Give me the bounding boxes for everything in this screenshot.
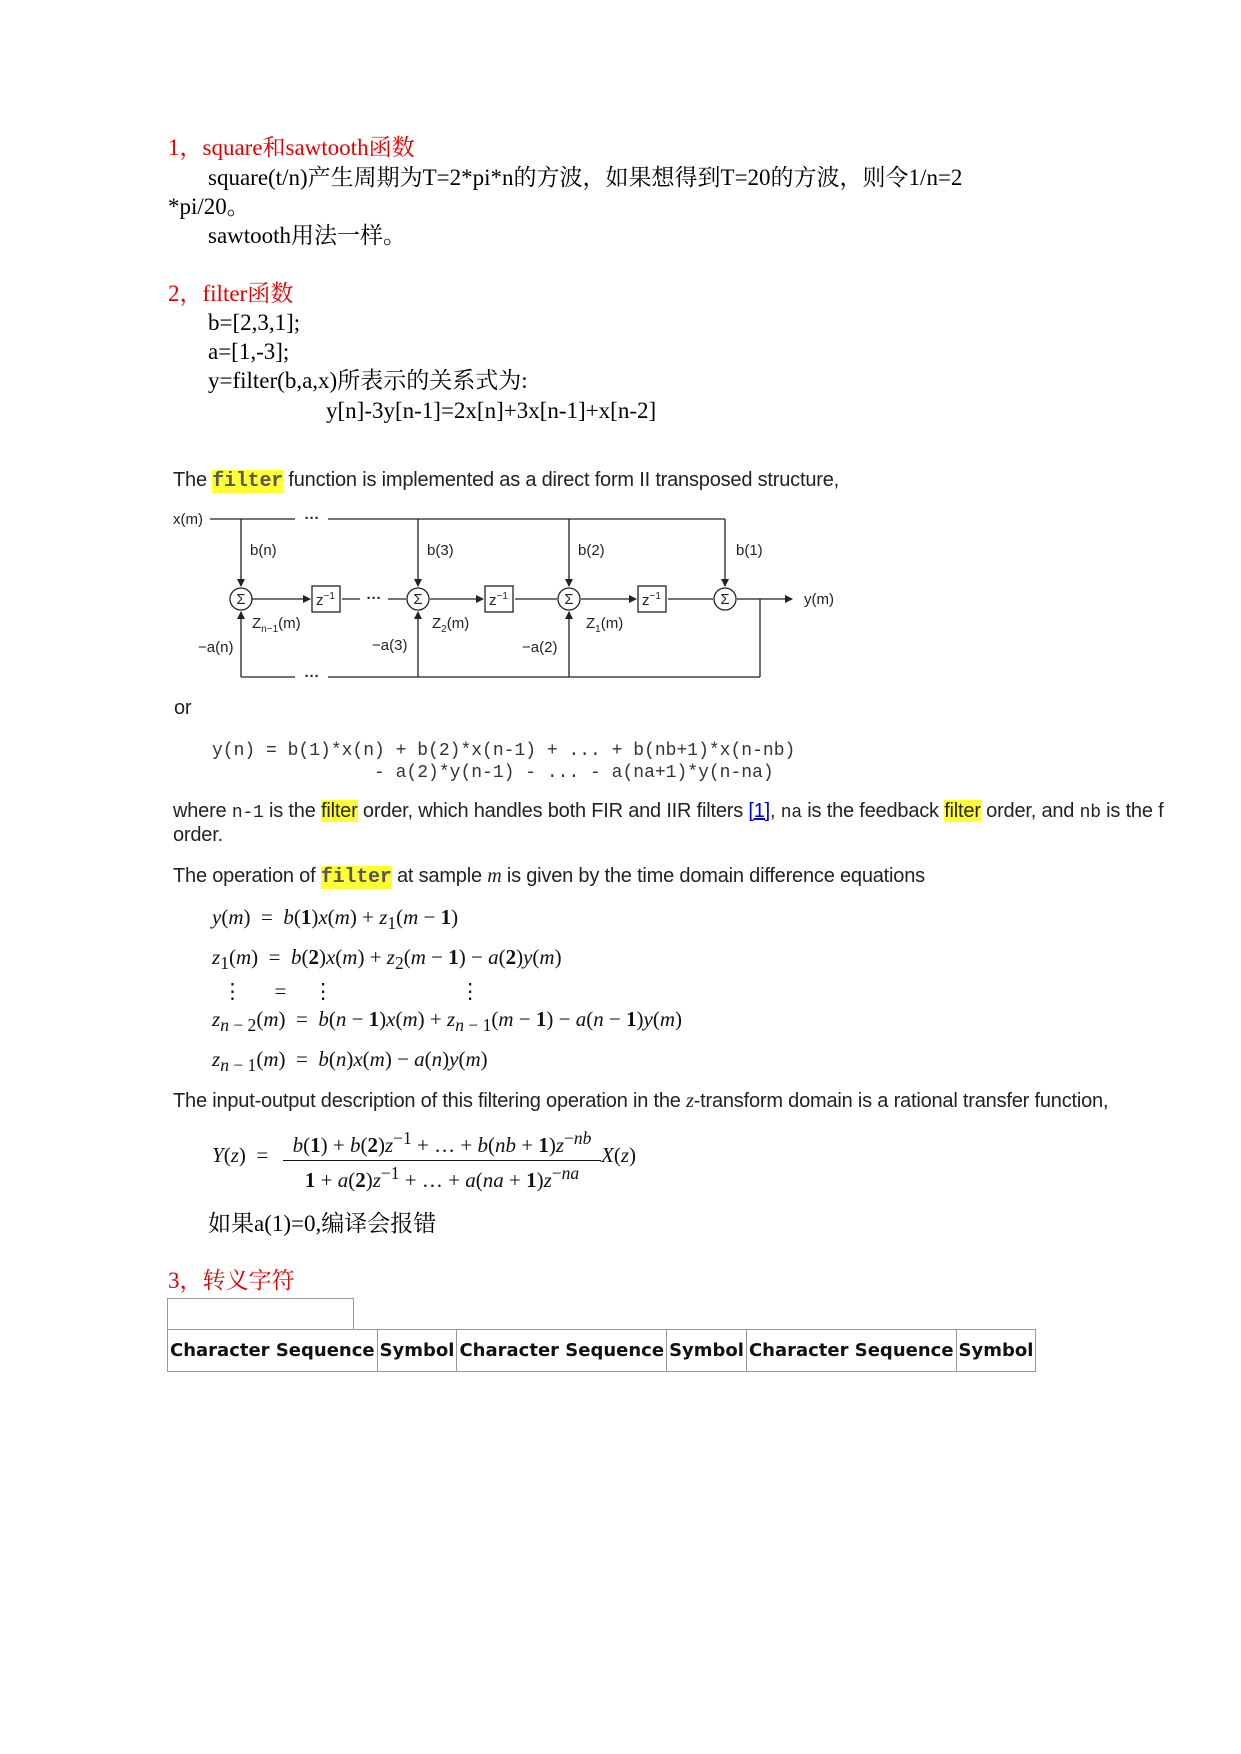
- state-label: $Z_2(m)$: [432, 615, 470, 635]
- b-label: b(3): [427, 542, 454, 559]
- ellipsis: ···: [366, 590, 382, 607]
- escape-sequence-table: [167, 1329, 1036, 1372]
- sigma-label: Σ: [236, 591, 246, 608]
- time-domain-equation-vdots: ⋮ = ⋮ ⋮: [222, 979, 481, 1003]
- time-domain-equation-2: $z_1(m) = b(2)x(m) + z_2(m - 1) - a(2)y(m)$: [212, 945, 562, 974]
- where-text: where n-1 is the filter order, which handles both FIR and IIR filters [1], na is the feedback filter order, and nb is the f: [173, 800, 1164, 823]
- section1-line3: sawtooth用法一样。: [208, 223, 407, 248]
- state-label: $Z_{n-1}(m)$: [252, 615, 301, 635]
- delay-label: $z^{-1}$: [489, 591, 508, 609]
- output-label: y(m): [804, 591, 834, 608]
- a-label: −a(2): [522, 639, 558, 656]
- delay-label: $z^{-1}$: [642, 591, 661, 609]
- difference-equation: y[n]-3y[n-1]=2x[n]+3x[n-1]+x[n-2]: [326, 398, 657, 423]
- section1-line1: square(t/n)产生周期为T=2*pi*n的方波，如果想得到T=20的方波，则令1/n=2: [208, 165, 963, 190]
- code-a: a=[1,-3];: [208, 339, 290, 364]
- sigma-label: Σ: [720, 591, 730, 608]
- transfer-function-input: X(z): [601, 1143, 637, 1167]
- sigma-label: Σ: [564, 591, 574, 608]
- column-header: Character Sequence: [168, 1330, 378, 1372]
- input-label: x(m): [173, 511, 203, 528]
- reference-link[interactable]: [1]: [748, 800, 771, 822]
- code-y: y=filter(b,a,x)所表示的关系式为:: [208, 368, 528, 393]
- section1-line2: *pi/20。: [168, 194, 250, 219]
- section3-heading: 3，转义字符: [168, 1268, 295, 1293]
- table-caption-cell: [167, 1298, 354, 1330]
- code-line-1: y(n) = b(1)*x(n) + b(2)*x(n-1) + ... + b(nb+1)*x(n-nb): [212, 741, 796, 761]
- column-header: Symbol: [667, 1330, 747, 1372]
- filter-keyword: filter: [212, 470, 284, 493]
- b-label: b(2): [578, 542, 605, 559]
- b-label: b(1): [736, 542, 763, 559]
- or-text: or: [174, 697, 192, 719]
- code-line-2: - a(2)*y(n-1) - ... - a(na+1)*y(n-na): [212, 763, 774, 783]
- a-label: −a(n): [198, 639, 234, 656]
- a-label: −a(3): [372, 637, 408, 654]
- section1-heading: 1，square和sawtooth函数: [168, 135, 415, 160]
- intro-text: The filter function is implemented as a direct form II transposed structure,: [173, 469, 839, 493]
- time-domain-equation-3: $z_{n - 2}(m) = b(n - 1)x(m) + z_{n - 1}(m - 1) - a(n - 1)y(m)$: [212, 1007, 683, 1036]
- time-domain-equation-1: $y(m) = b(1)x(m) + z_1(m - 1)$: [212, 905, 459, 934]
- transfer-function-lhs: Y(z) =: [212, 1143, 269, 1167]
- transfer-function-fraction: $b(1) + b(2)z^{-1}$ + … + $b(nb + 1)z^{-nb}$ $1 + a(2)z^{-1}$ + … + $a(na + 1)z^{-na}$: [283, 1128, 601, 1193]
- where-text-cont: order.: [173, 824, 223, 846]
- section2-heading: 2，filter函数: [168, 281, 294, 306]
- delay-label: $z^{-1}$: [316, 591, 335, 609]
- ellipsis: ···: [304, 510, 320, 527]
- ellipsis: ···: [304, 668, 320, 685]
- column-header: Symbol: [377, 1330, 457, 1372]
- filter-structure-diagram: [170, 505, 870, 690]
- code-b: b=[2,3,1];: [208, 310, 301, 335]
- transfer-intro-text: The input-output description of this filtering operation in the z-transform domain is a rational transfer function,: [173, 1090, 1109, 1112]
- column-header: Character Sequence: [457, 1330, 667, 1372]
- time-domain-equation-4: $z_{n - 1}(m) = b(n)x(m) - a(n)y(m)$: [212, 1047, 488, 1076]
- operation-text: The operation of filter at sample m is given by the time domain difference equations: [173, 865, 925, 889]
- state-label: $Z_1(m)$: [586, 615, 624, 635]
- column-header: Character Sequence: [746, 1330, 956, 1372]
- table-header-row: [168, 1330, 1036, 1372]
- column-header: Symbol: [956, 1330, 1036, 1372]
- sigma-label: Σ: [413, 591, 423, 608]
- compile-error-note: 如果a(1)=0,编译会报错: [208, 1211, 437, 1236]
- b-label: b(n): [250, 542, 277, 559]
